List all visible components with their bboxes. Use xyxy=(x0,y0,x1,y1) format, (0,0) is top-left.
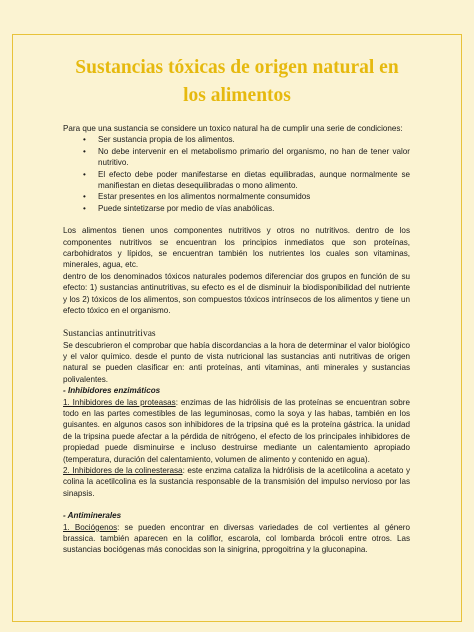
list-item: • Ser sustancia propia de los alimentos. xyxy=(83,135,235,145)
item-label: 1. Bociógenos xyxy=(63,522,118,532)
list-item: • El efecto debe poder manifestarse en dietas equilibradas, aunque normalmente se manifiestan en dietas desequilibradas o mono alimento. xyxy=(83,169,410,191)
title-line-2: los alimentos xyxy=(183,85,291,106)
spacer xyxy=(63,499,410,510)
item-text: : enzimas de las hidrólisis de las proteínas se encuentran sobre todo en las partes comestibles de las leguminosas, como la soya y las habas, también en los guisantes. en algunos casos son inhibidores de la tripsina qué es la proteína gástrica. la unidad de la tripsina puede afectar a la pérdida de nitrógeno, el efecto de los principales inhibidores de propiedad puede disminuirse e incluso destruirse mediante un calentamiento apropiado (temperatura, duración del calentamiento, volumen de alimento y contenido en agua). xyxy=(63,397,411,464)
bullet-icon: • xyxy=(83,135,86,145)
intro-paragraph: Para que una sustancia se considere un toxico natural ha de cumplir una serie de condiciones: xyxy=(63,124,403,133)
bullet-icon: • xyxy=(83,203,86,213)
section-heading: Sustancias antinutritivas xyxy=(63,328,156,339)
item-label: 2. Inhibidores de la colinesterasa xyxy=(63,465,183,475)
item-label: 1. Inhibidores de las proteasas xyxy=(63,397,176,407)
bullet-icon: • xyxy=(83,169,86,179)
item-text: : se pueden encontrar en diversas variedades de col vertientes al género brassica. también aparecen en la coliflor, escarola, col lombarda brócoli entre otros. Las sustancias bociógenas más conocidas son la sinigrina, pprogoitrina y la gluconapina. xyxy=(63,522,410,555)
paragraph-groups: dentro de los denominados tóxicos naturales podemos diferenciar dos grupos en función de su efecto: 1) sustancias antinutritivas, su efecto es el de disminuir la biodisponibilidad del nutriente y los 2) tóxicos de los alimentos, son compuestos tóxicos intrínsecos de los alimentos y tiene un efecto tóxico en el organismo. xyxy=(63,271,410,316)
list-item: • Estar presentes en los alimentos normalmente consumidos xyxy=(83,192,311,202)
subheading-enzymatic: - Inhibidores enzimáticos xyxy=(63,386,161,396)
document-body xyxy=(63,53,410,556)
subheading-antiminerals: - Antiminerales xyxy=(63,511,122,521)
title-line-1: Sustancias tóxicas de origen natural en xyxy=(75,57,399,78)
item-text: : este enzima cataliza la hidrólisis de la acetilcolina a acetato y colina la acetilcolina es la sustancia responsable de la transmisión del impulso nervioso por las sinapsis. xyxy=(63,465,410,498)
list-item: • No debe intervenir en el metabolismo primario del organismo, no han de tener valor nutritivo. xyxy=(83,146,410,168)
bullet-icon: • xyxy=(83,192,86,202)
list-item: • Puede sintetizarse por medio de vías anabólicas. xyxy=(83,203,275,213)
bullet-icon: • xyxy=(83,146,86,156)
section-intro: Se descubrieron el comprobar que había discordancias a la hora de determinar el valor biológico y el valor químico. desde el punto de vista nutricional las sustancias anti nutritivas de origen natural se pueden clasificar en: anti proteínas, anti vitaminas, anti minerales y sustancias polivalentes. xyxy=(63,340,410,384)
item-bociogenos xyxy=(63,522,410,556)
item-colinesterasa xyxy=(63,465,410,499)
paragraph-components: Los alimentos tienen unos componentes nutritivos y otros no nutritivos. dentro de los componentes nutritivos se encuentran los principios inmediatos que son proteínas, carbohidratos y lípidos, se encuentran también los nutrientes los cuales son vitaminas, minerales, agua, etc. xyxy=(63,226,410,270)
item-proteasas xyxy=(63,397,410,465)
spacer xyxy=(63,317,410,328)
conditions-list xyxy=(63,134,410,214)
spacer xyxy=(63,214,410,225)
